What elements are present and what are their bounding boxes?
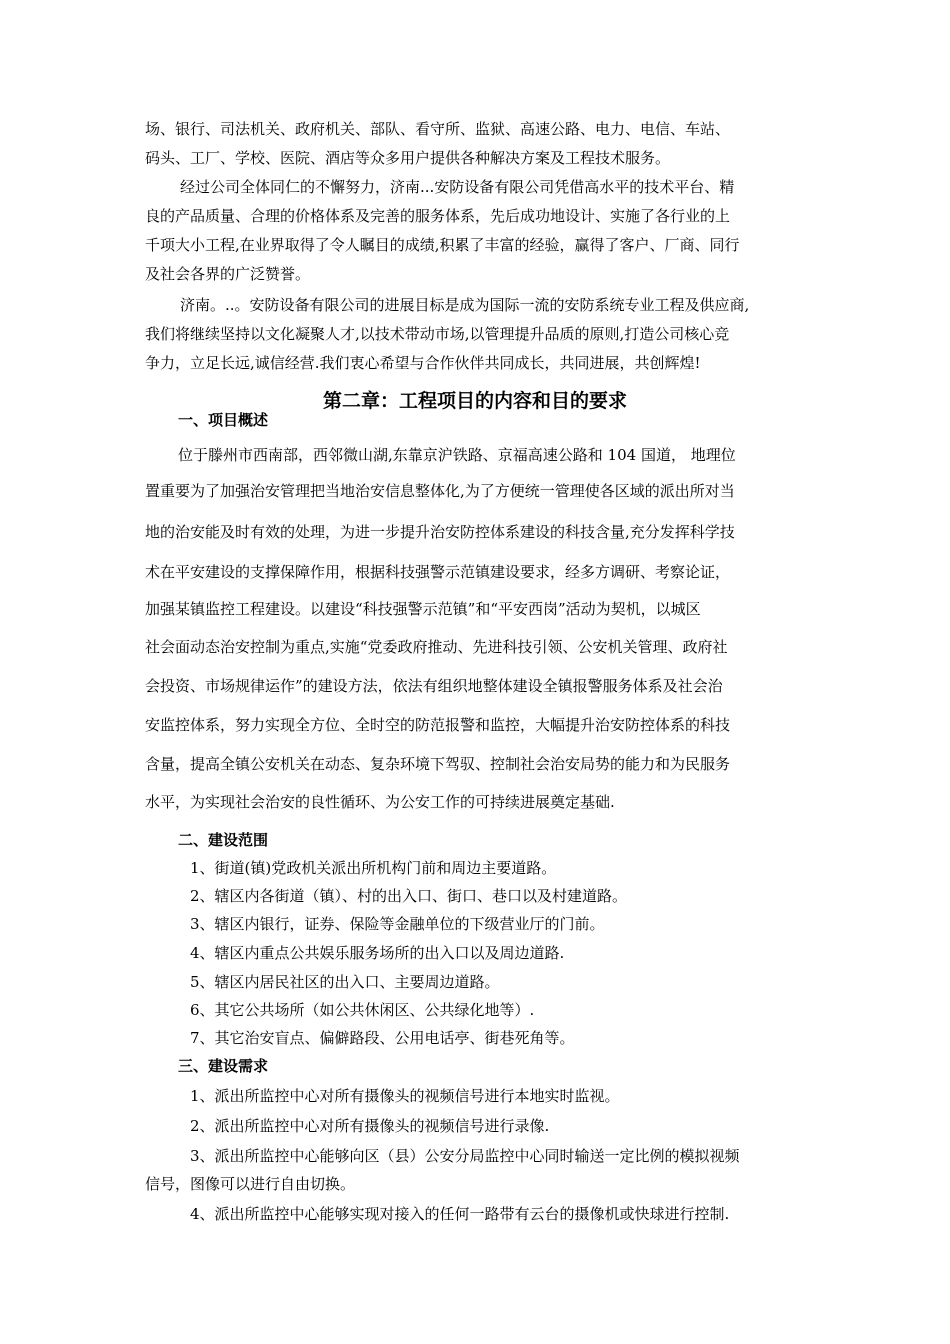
- section-2-item-1: 1、街道(镇)党政机关派出所机构门前和周边主要道路。: [190, 859, 557, 877]
- section-1-line-1: 位于滕州市西南部，西邻微山湖,东靠京沪铁路、京福高速公路和 104 国道， 地理位: [178, 446, 736, 464]
- section-1-line-4: 术在平安建设的支撑保障作用，根据科技强警示范镇建设要求，经多方调研、考察论证，: [145, 563, 731, 581]
- section-2-item-4: 4、辖区内重点公共娱乐服务场所的出入口以及周边道路.: [190, 944, 565, 962]
- intro-line-1: 场、银行、司法机关、政府机关、部队、看守所、监狱、高速公路、电力、电信、车站、: [145, 120, 731, 138]
- section-1-line-8: 安监控体系，努力实现全方位、全时空的防范报警和监控，大幅提升治安防控体系的科技: [145, 716, 731, 734]
- section-1-line-10: 水平，为实现社会治安的良性循环、为公安工作的可持续进展奠定基础.: [145, 793, 615, 811]
- section-1-line-5: 加强某镇监控工程建设。以建设“科技强警示范镇”和“平安西岗”活动为契机，以城区: [145, 600, 701, 618]
- section-3-item-2: 2、派出所监控中心对所有摄像头的视频信号进行录像.: [190, 1117, 550, 1135]
- section-1-line-7: 会投资、市场规律运作”的建设方法，依法有组织地整体建设全镇报警服务体系及社会治: [145, 677, 723, 695]
- chapter-title: 第二章：工程项目的内容和目的要求: [322, 390, 627, 412]
- section-2-item-6: 6、其它公共场所（如公共休闲区、公共绿化地等）.: [190, 1001, 535, 1019]
- intro-line-9: 争力，立足长远,诚信经营.我们衷心希望与合作伙伴共同成长，共同进展，共创辉煌!: [145, 354, 701, 372]
- section-3-item-4: 4、派出所监控中心能够实现对接入的任何一路带有云台的摄像机或快球进行控制.: [190, 1205, 730, 1223]
- intro-line-4: 良的产品质量、合理的价格体系及完善的服务体系，先后成功地设计、实施了各行业的上: [145, 207, 731, 225]
- section-3-item-1: 1、派出所监控中心对所有摄像头的视频信号进行本地实时监视。: [190, 1087, 620, 1105]
- section-1-heading: 一、项目概述: [178, 411, 269, 429]
- section-1-line-6: 社会面动态治安控制为重点,实施“党委政府推动、先进科技引领、公安机关管理、政府社: [145, 638, 728, 656]
- section-3-item-3: 3、派出所监控中心能够向区（县）公安分局监控中心同时输送一定比例的模拟视频: [190, 1147, 740, 1165]
- section-3-item-3-cont: 信号，图像可以进行自由切换。: [145, 1175, 356, 1193]
- section-1-line-2: 置重要为了加强治安管理把当地治安信息整体化,为了方便统一管理使各区域的派出所对当: [145, 482, 735, 500]
- section-2-item-2: 2、辖区内各街道（镇）、村的出入口、街口、巷口以及村建道路。: [190, 887, 628, 905]
- section-3-heading: 三、建设需求: [178, 1057, 269, 1075]
- section-2-item-7: 7、其它治安盲点、偏僻路段、公用电话亭、街巷死角等。: [190, 1029, 575, 1047]
- intro-line-2: 码头、工厂、学校、医院、酒店等众多用户提供各种解决方案及工程技术服务。: [145, 149, 671, 167]
- section-1-line-3: 地的治安能及时有效的处理，为进一步提升治安防控体系建设的科技含量,充分发挥科学技: [145, 523, 735, 541]
- intro-line-8: 我们将继续坚持以文化凝聚人才,以技术带动市场,以管理提升品质的原则,打造公司核心竞: [145, 325, 730, 343]
- section-2-item-3: 3、辖区内银行，证券、保险等金融单位的下级营业厅的门前。: [190, 915, 605, 933]
- intro-line-3: 经过公司全体同仁的不懈努力，济南...安防设备有限公司凭借高水平的技术平台、精: [180, 178, 735, 196]
- intro-line-6: 及社会各界的广泛赞誉。: [145, 265, 311, 283]
- intro-line-5: 千项大小工程,在业界取得了令人瞩目的成绩,积累了丰富的经验，赢得了客户、厂商、同行: [145, 236, 740, 254]
- section-2-heading: 二、建设范围: [178, 831, 269, 849]
- section-2-item-5: 5、辖区内居民社区的出入口、主要周边道路。: [190, 973, 500, 991]
- section-1-line-9: 含量，提高全镇公安机关在动态、复杂环境下驾驭、控制社会治安局势的能力和为民服务: [145, 755, 731, 773]
- intro-line-7: 济南。..。安防设备有限公司的进展目标是成为国际一流的安防系统专业工程及供应商,: [180, 296, 750, 314]
